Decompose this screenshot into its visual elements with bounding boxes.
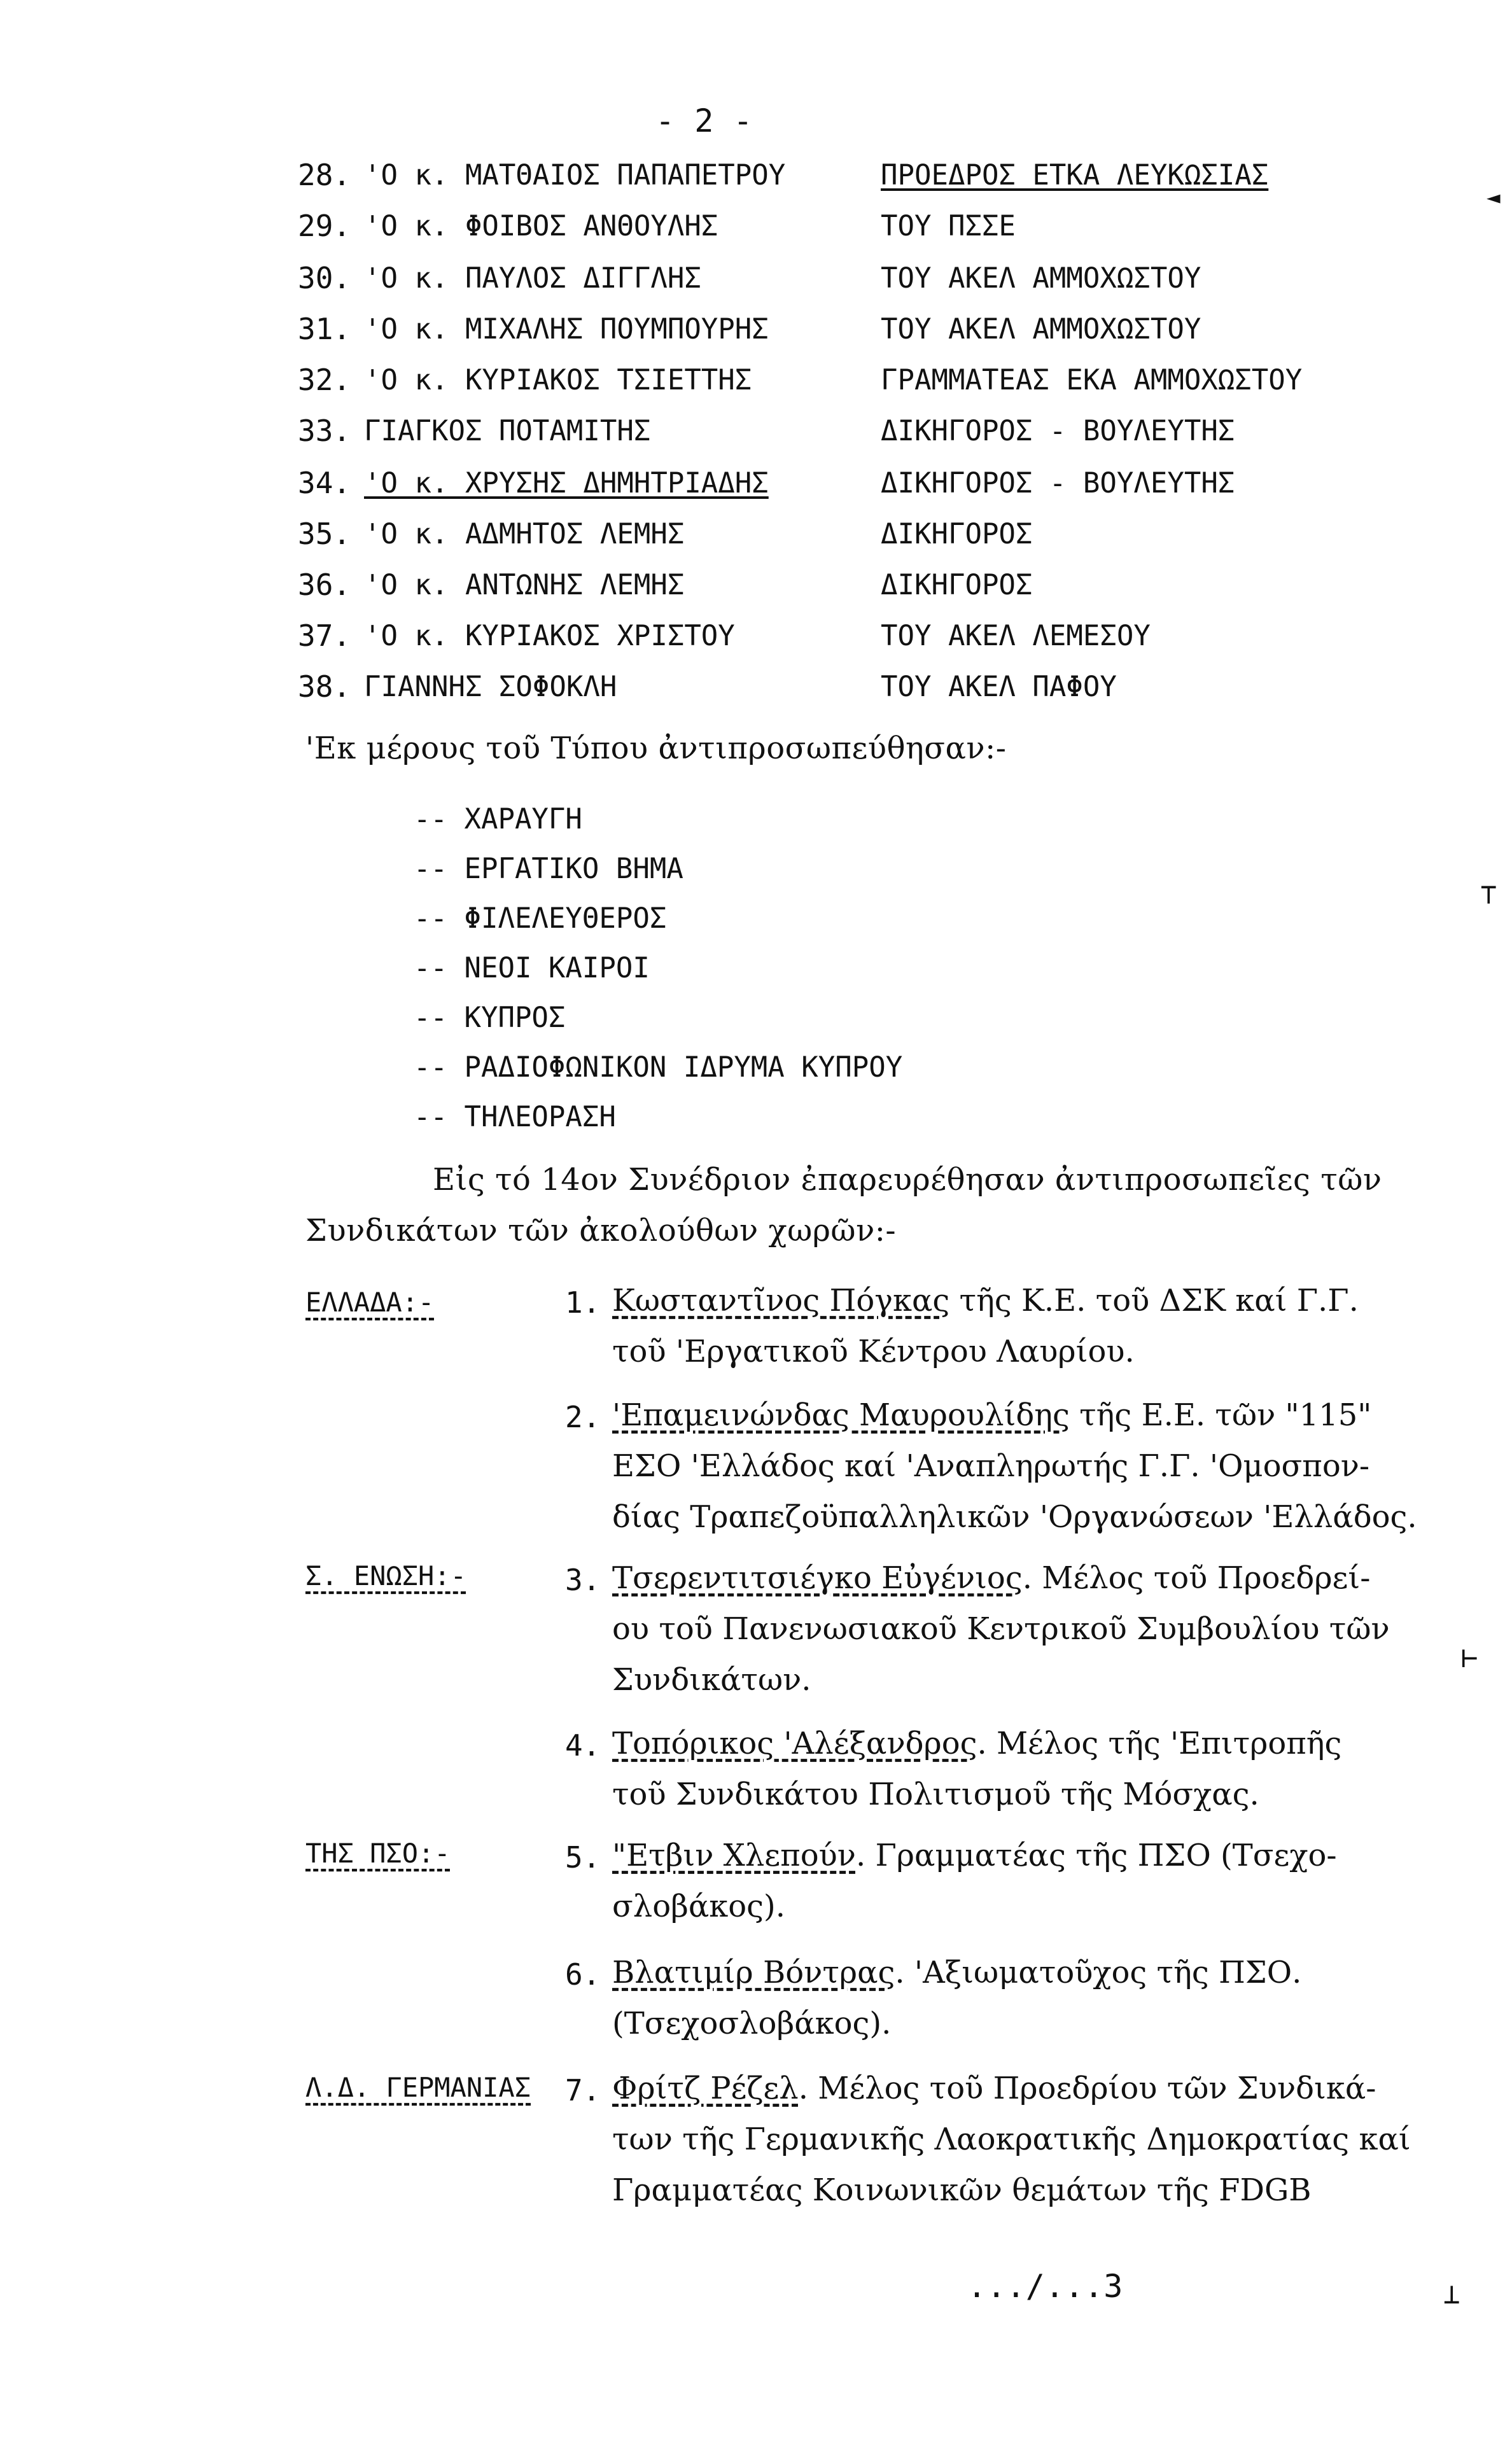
delegate-line	[612, 2071, 1376, 2106]
country-label-greece: ΕΛΛΑΔΑ:-	[305, 1287, 435, 1318]
delegate-line: Γραμματέας Κοινωνικῶν θεμάτων τῆς FDGB	[612, 2172, 1312, 2208]
page-continuation-footer: .../...3	[967, 2268, 1123, 2305]
delegate-name: Φρίτζ Ρέζελ	[612, 2071, 799, 2106]
attendee-role: ΤΟΥ ΑΚΕΛ ΠΑΦΟΥ	[881, 671, 1117, 703]
attendee-role: ΤΟΥ ΑΚΕΛ ΑΜΜΟΧΩΣΤΟΥ	[881, 313, 1201, 346]
delegate-number: 6.	[565, 1957, 601, 1992]
delegate-number: 2.	[565, 1400, 601, 1434]
margin-mark: ⊢	[1461, 1642, 1478, 1674]
delegate-number: 4.	[565, 1728, 601, 1763]
delegate-number: 3.	[565, 1563, 601, 1597]
delegate-description: . 'Αξιωματοῦχος τῆς ΠΣΟ.	[895, 1955, 1302, 1990]
attendee-number: 36.	[298, 568, 351, 602]
delegate-description: . Μέλος τῆς 'Επιτροπῆς	[977, 1726, 1342, 1761]
attendee-role: ΔΙΚΗΓΟΡΟΣ	[881, 569, 1033, 601]
attendee-number: 37.	[298, 618, 351, 653]
press-item: -- ΚΥΠΡΟΣ	[414, 1002, 566, 1034]
country-label-gdr: Λ.Δ. ΓΕΡΜΑΝΙΑΣ	[305, 2072, 531, 2103]
attendee-number: 34.	[298, 466, 351, 500]
attendee-name: 'Ο κ. ΜΙΧΑΛΗΣ ΠΟΥΜΠΟΥΡΗΣ	[364, 313, 769, 346]
delegate-description: τῆς Ε.Ε. τῶν "115"	[1069, 1397, 1372, 1433]
attendee-number: 33.	[298, 414, 351, 448]
delegate-line	[612, 1955, 1301, 1990]
delegate-name: 'Επαμεινώνδας Μαυρουλίδης	[612, 1397, 1070, 1433]
delegate-line: σλοβάκος).	[612, 1889, 786, 1924]
attendee-number: 35.	[298, 517, 351, 551]
delegate-line	[612, 1838, 1337, 1873]
delegate-name: Τσερεντιτσιέγκο Εὐγένιος	[612, 1560, 1023, 1596]
attendee-number: 32.	[298, 363, 351, 397]
attendee-number: 28.	[298, 158, 351, 192]
delegate-line	[612, 1283, 1359, 1318]
delegate-line: δίας Τραπεζοϋπαλληλικῶν 'Οργανώσεων 'Ελλάδος.	[612, 1499, 1417, 1535]
delegate-number: 7.	[565, 2073, 601, 2107]
delegate-name: Κωσταντῖνος Πόγκας	[612, 1283, 950, 1318]
attendee-role: ΔΙΚΗΓΟΡΟΣ - ΒΟΥΛΕΥΤΗΣ	[881, 467, 1235, 500]
attendee-role: ΤΟΥ ΑΚΕΛ ΑΜΜΟΧΩΣΤΟΥ	[881, 262, 1201, 295]
attendee-role: ΤΟΥ ΑΚΕΛ ΛΕΜΕΣΟΥ	[881, 620, 1151, 652]
delegate-line: ΕΣΟ 'Ελλάδος καί 'Αναπληρωτής Γ.Γ. 'Ομοσπον-	[612, 1448, 1370, 1484]
country-label-pso: ΤΗΣ ΠΣΟ:-	[305, 1838, 451, 1869]
delegate-number: 5.	[565, 1840, 601, 1875]
delegate-description: . Γραμματέας τῆς ΠΣΟ (Τσεχο-	[855, 1838, 1337, 1873]
attendee-name: 'Ο κ. ΚΥΡΙΑΚΟΣ ΧΡΙΣΤΟΥ	[364, 620, 735, 652]
attendee-name: 'Ο κ. ΜΑΤΘΑΙΟΣ ΠΑΠΑΠΕΤΡΟΥ	[364, 159, 786, 192]
delegate-line: των τῆς Γερμανικῆς Λαοκρατικῆς Δημοκρατίας καί	[612, 2121, 1411, 2157]
press-item: -- ΦΙΛΕΛΕΥΘΕΡΟΣ	[414, 902, 667, 935]
press-item: -- ΡΑΔΙΟΦΩΝΙΚΟΝ ΙΔΡΥΜΑ ΚΥΠΡΟΥ	[414, 1051, 903, 1084]
attendee-role: ΠΡΟΕΔΡΟΣ ΕΤΚΑ ΛΕΥΚΩΣΙΑΣ	[881, 159, 1269, 192]
delegate-line: τοῦ 'Εργατικοῦ Κέντρου Λαυρίου.	[612, 1334, 1135, 1369]
delegate-line	[612, 1397, 1371, 1433]
delegate-line: τοῦ Συνδικάτου Πολιτισμοῦ τῆς Μόσχας.	[612, 1777, 1259, 1812]
attendee-number: 30.	[298, 261, 351, 295]
delegate-line: (Τσεχοσλοβάκος).	[612, 2006, 892, 2041]
attendee-name: 'Ο κ. ΧΡΥΣΗΣ ΔΗΜΗΤΡΙΑΔΗΣ	[364, 467, 769, 500]
press-item: -- ΧΑΡΑΥΓΗ	[414, 803, 582, 835]
delegate-line	[612, 1560, 1370, 1596]
delegate-number: 1.	[565, 1285, 601, 1320]
page-number-header: - 2 -	[655, 102, 753, 139]
attendee-name: ΓΙΑΝΝΗΣ ΣΟΦΟΚΛΗ	[364, 671, 617, 703]
attendee-name: 'Ο κ. ΚΥΡΙΑΚΟΣ ΤΣΙΕΤΤΗΣ	[364, 364, 752, 396]
attendee-number: 29.	[298, 209, 351, 243]
delegate-line: Συνδικάτων.	[612, 1662, 811, 1698]
attendee-role: ΤΟΥ ΠΣΣΕ	[881, 210, 1016, 242]
delegate-line	[612, 1726, 1341, 1761]
delegate-name: "Ετβιν Χλεπούν	[612, 1838, 856, 1873]
delegate-description: τῆς Κ.Ε. τοῦ ΔΣΚ καί Γ.Γ.	[949, 1283, 1359, 1318]
press-intro: 'Εκ μέρους τοῦ Τύπου ἀντιπροσωπεύθησαν:-	[305, 730, 1007, 766]
attendee-role: ΔΙΚΗΓΟΡΟΣ - ΒΟΥΛΕΥΤΗΣ	[881, 415, 1235, 447]
delegate-description: . Μέλος τοῦ Προεδρίου τῶν Συνδικά-	[798, 2071, 1376, 2106]
delegate-name: Τοπόρικος 'Αλέξανδρος	[612, 1726, 977, 1761]
attendee-name: ΓΙΑΓΚΟΣ ΠΟΤΑΜΙΤΗΣ	[364, 415, 651, 447]
attendee-number: 31.	[298, 312, 351, 346]
unions-intro-line-1: Εἰς τό 14ον Συνέδριον ἐπαρευρέθησαν ἀντιπροσωπεῖες τῶν	[433, 1162, 1382, 1198]
margin-mark: ◄	[1487, 185, 1501, 211]
attendee-role: ΓΡΑΜΜΑΤΕΑΣ ΕΚΑ ΑΜΜΟΧΩΣΤΟΥ	[881, 364, 1303, 396]
attendee-name: 'Ο κ. ΑΝΤΩΝΗΣ ΛΕΜΗΣ	[364, 569, 685, 601]
press-item: -- ΕΡΓΑΤΙΚΟ ΒΗΜΑ	[414, 853, 683, 885]
delegate-line: ου τοῦ Πανενωσιακοῦ Κεντρικοῦ Συμβουλίου τῶν	[612, 1611, 1390, 1647]
unions-intro-line-2: Συνδικάτων τῶν ἀκολούθων χωρῶν:-	[305, 1213, 897, 1248]
attendee-name: 'Ο κ. ΠΑΥΛΟΣ ΔΙΓΓΛΗΣ	[364, 262, 701, 295]
delegate-description: . Μέλος τοῦ Προεδρεί-	[1022, 1560, 1371, 1596]
press-item: -- ΝΕΟΙ ΚΑΙΡΟΙ	[414, 952, 650, 984]
margin-mark: ⊥	[1443, 2278, 1460, 2310]
margin-mark: ⊤	[1480, 878, 1497, 911]
country-label-ussr: Σ. ΕΝΩΣΗ:-	[305, 1560, 466, 1591]
attendee-role: ΔΙΚΗΓΟΡΟΣ	[881, 518, 1033, 550]
attendee-name: 'Ο κ. ΦΟΙΒΟΣ ΑΝΘΟΥΛΗΣ	[364, 210, 718, 242]
attendee-name: 'Ο κ. ΑΔΜΗΤΟΣ ΛΕΜΗΣ	[364, 518, 685, 550]
press-item: -- ΤΗΛΕΟΡΑΣΗ	[414, 1101, 616, 1133]
delegate-name: Βλατιμίρ Βόντρας	[612, 1955, 895, 1990]
attendee-number: 38.	[298, 669, 351, 704]
